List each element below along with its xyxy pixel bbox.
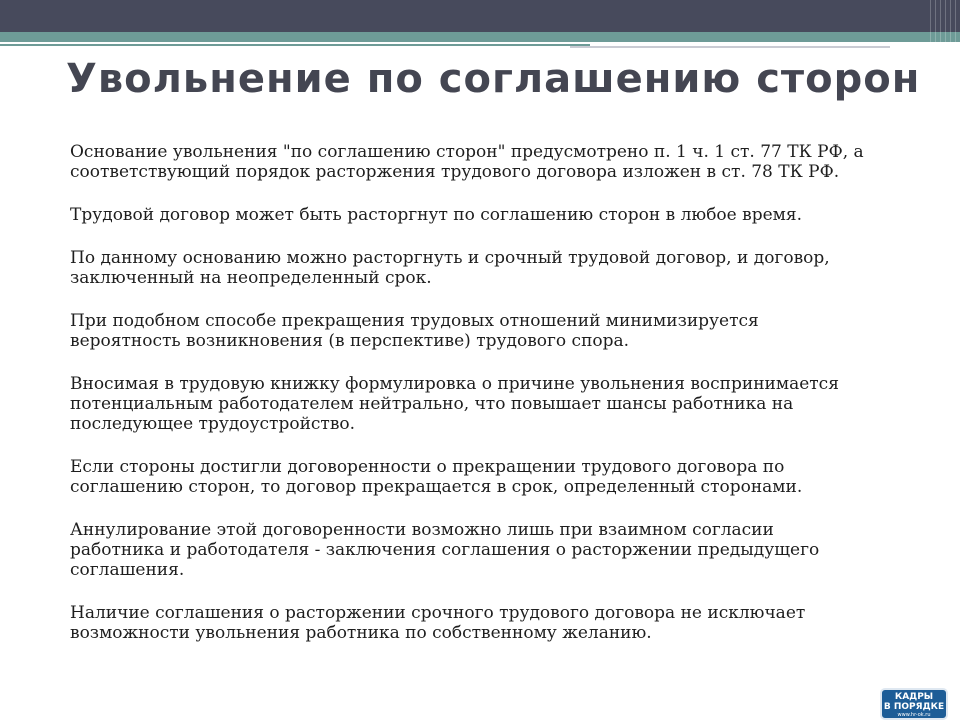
header-bar bbox=[0, 0, 960, 32]
paragraph-2: Трудовой договор может быть расторгнут по соглашению сторон в любое время. bbox=[70, 205, 802, 225]
corner-decoration bbox=[930, 0, 960, 44]
kadry-logo bbox=[880, 688, 948, 720]
paragraph-1: Основание увольнения "по соглашению сторон" предусмотрено п. 1 ч. 1 ст. 77 ТК РФ, а соответствующий порядок расторжения трудового договора изложен в ст. 78 ТК РФ. bbox=[70, 142, 864, 182]
paragraph-3: По данному основанию можно расторгнуть и срочный трудовой договор, и договор, заключенный на неопределенный срок. bbox=[70, 248, 830, 288]
logo-url: www.hr-ok.ru bbox=[897, 712, 931, 718]
accent-line bbox=[0, 44, 590, 46]
paragraph-4: При подобном способе прекращения трудовых отношений минимизируется вероятность возникновения (в перспективе) трудового спора. bbox=[70, 311, 759, 351]
slide-title: Увольнение по соглашению сторон bbox=[66, 56, 921, 102]
paragraph-6: Если стороны достигли договоренности о прекращении трудового договора по соглашению сторон, то договор прекращается в срок, определенный сторонами. bbox=[70, 457, 803, 497]
paragraph-5: Вносимая в трудовую книжку формулировка о причине увольнения воспринимается потенциальным работодателем нейтрально, что повышает шансы работника на последующее трудоустройство. bbox=[70, 374, 839, 434]
logo-line-2: В ПОРЯДКЕ bbox=[883, 702, 945, 712]
paragraph-7: Аннулирование этой договоренности возможно лишь при взаимном согласии работника и работодателя - заключения соглашения о расторжении предыдущего соглашения. bbox=[70, 520, 820, 580]
accent-band bbox=[0, 32, 960, 42]
slide-body bbox=[70, 142, 910, 666]
paragraph-8: Наличие соглашения о расторжении срочного трудового договора не исключает возможности увольнения работника по собственному желанию. bbox=[70, 603, 806, 643]
logo-line-1: КАДРЫ bbox=[894, 692, 934, 702]
accent-line-light bbox=[570, 46, 890, 48]
